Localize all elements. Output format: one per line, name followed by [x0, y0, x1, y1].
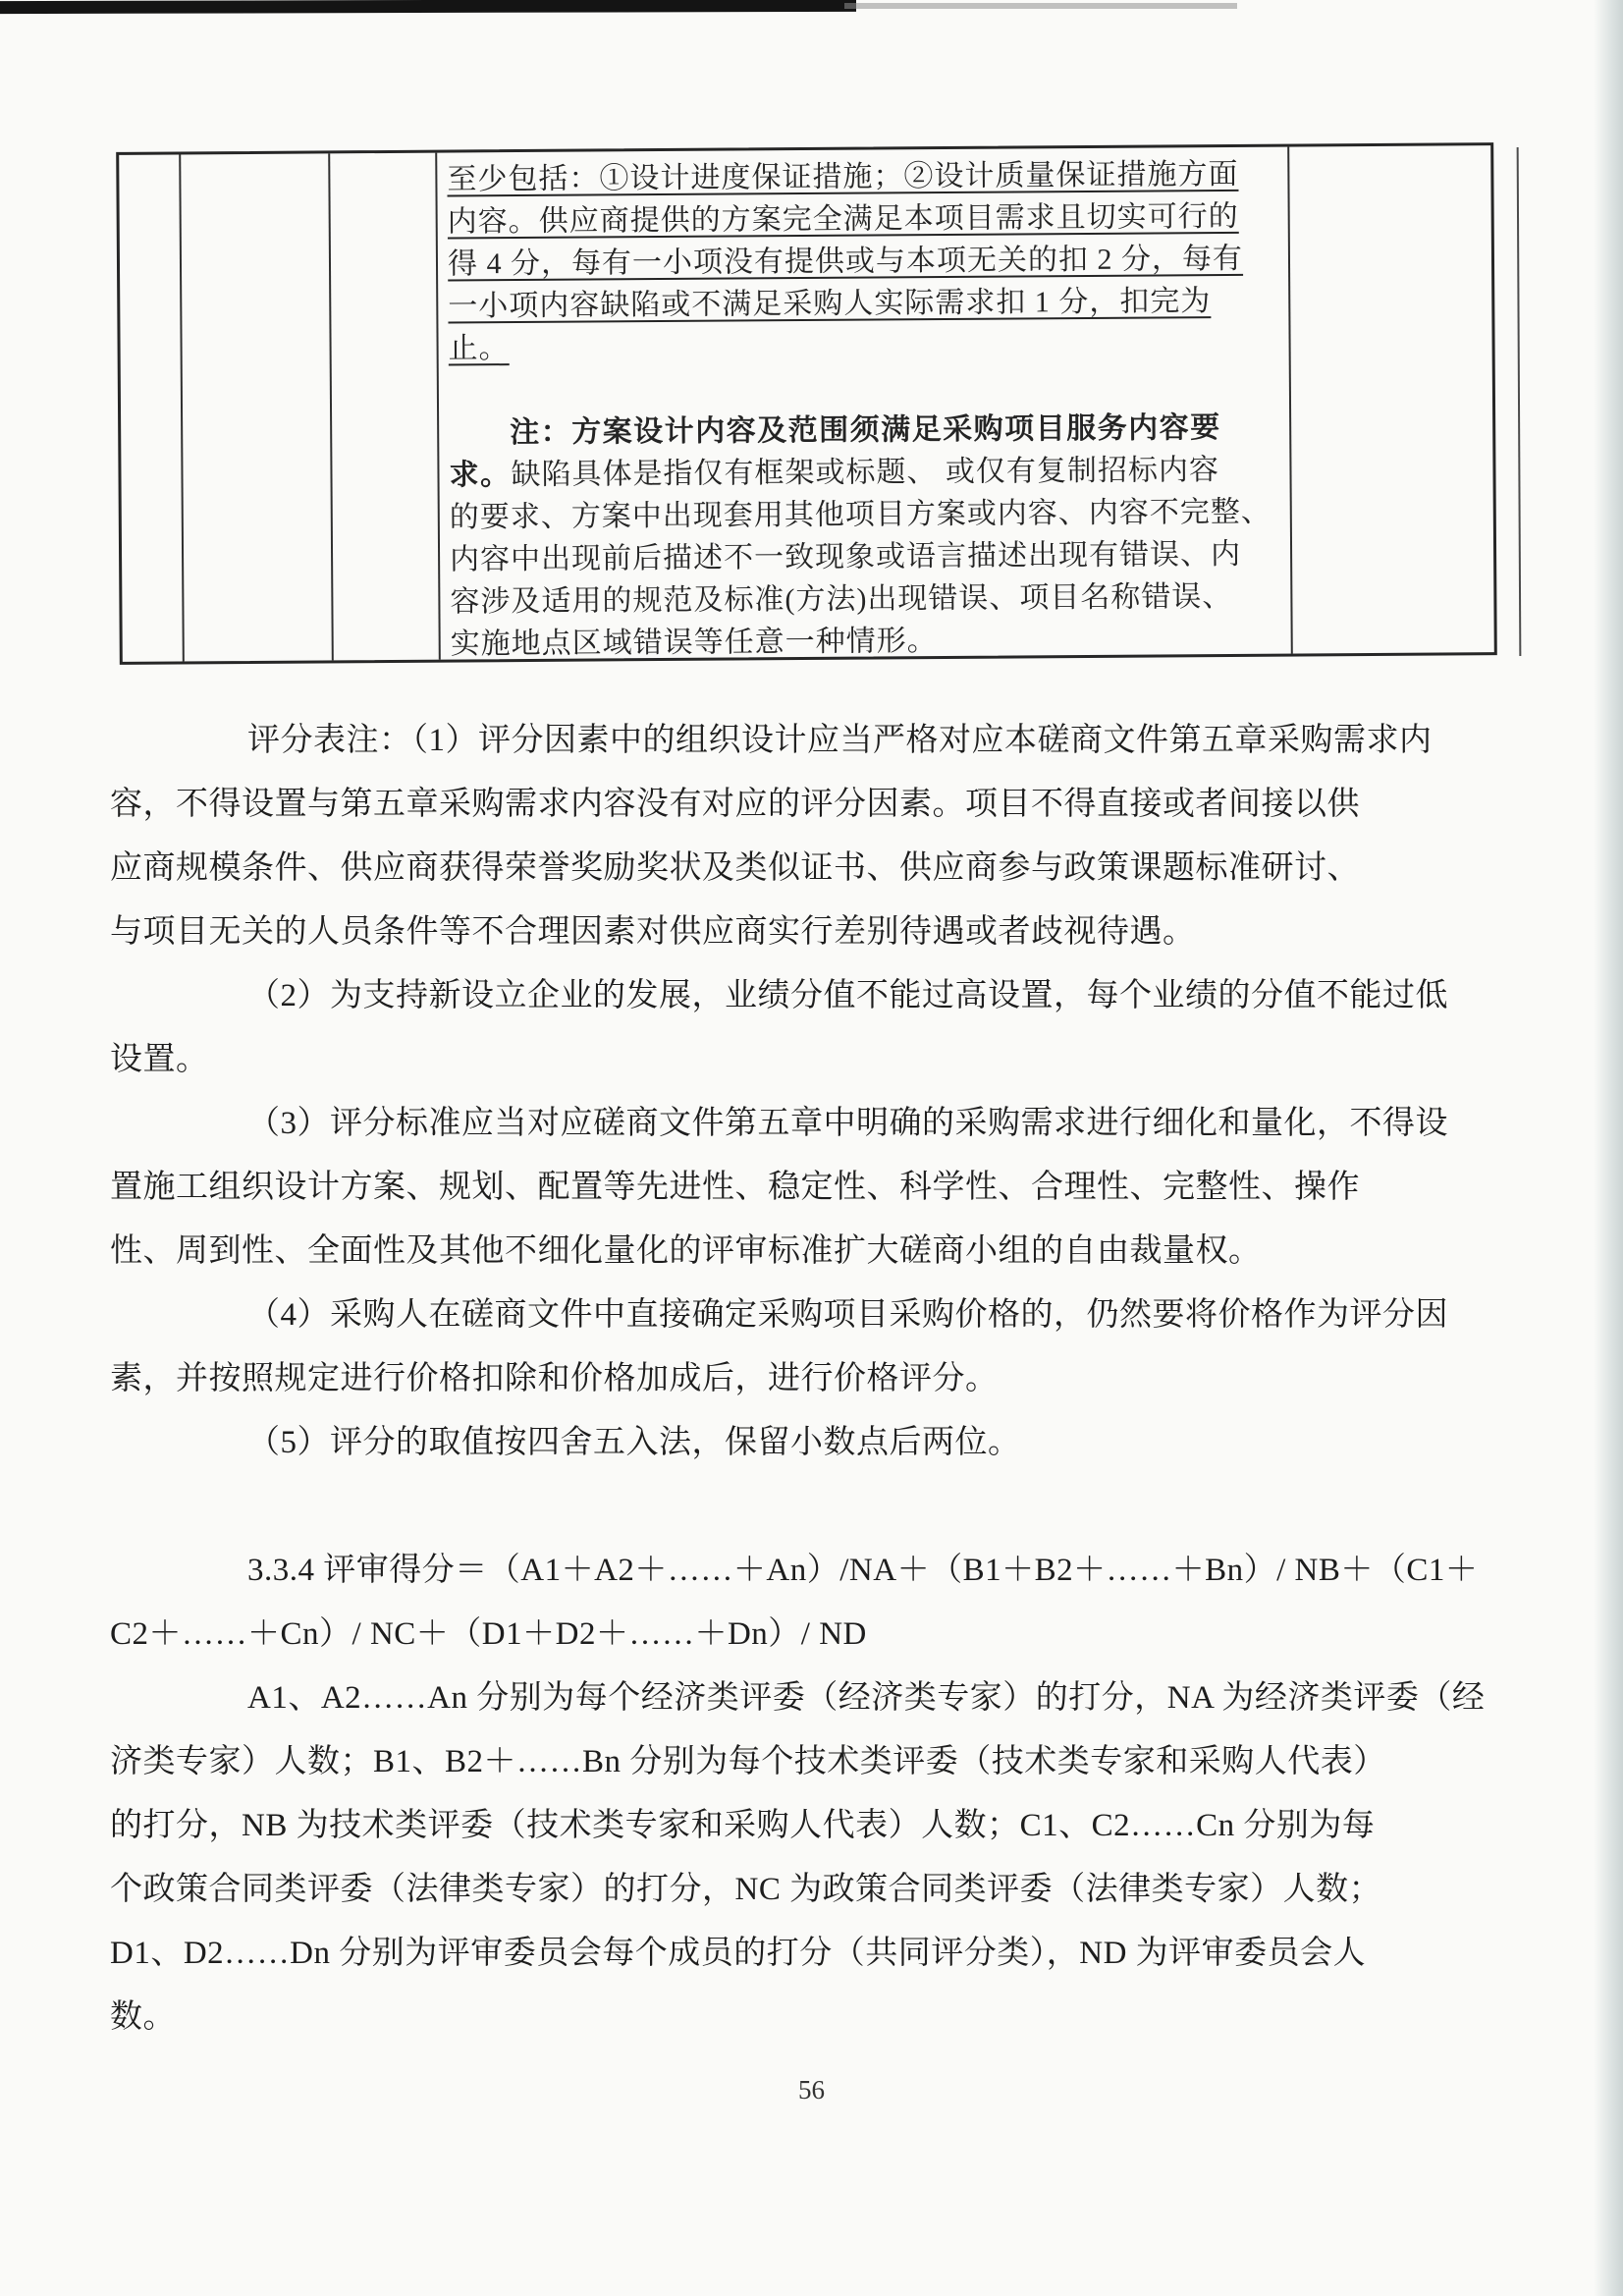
note-line: 容涉及适用的规范及标准(方法)出现错误、项目名称错误、: [450, 579, 1233, 619]
score-criteria-table: [116, 142, 1497, 665]
scan-smudge-bar: [0, 0, 856, 14]
notes-line: 应商规模条件、供应商获得荣誉奖励奖状及类似证书、供应商参与政策课题标准研讨、: [110, 850, 1360, 886]
page-number: 56: [798, 2075, 825, 2105]
explanation-line: 个政策合同类评委（法律类专家）的打分，NC 为政策合同类评委（法律类专家）人数；: [110, 1872, 1382, 1907]
explanation-line: 济类专家）人数；B1、B2＋……Bn 分别为每个技术类评委（技术类专家和采购人代表）: [110, 1744, 1386, 1779]
criteria-line: 内容。供应商提供的方案完全满足本项目需求且切实可行的: [447, 199, 1239, 239]
notes-line: 置施工组织设计方案、规划、配置等先进性、稳定性、科学性、合理性、完整性、操作: [110, 1170, 1360, 1205]
explanation-line: 的打分，NB 为技术类评委（技术类专家和采购人代表）人数；C1、C2……Cn 分别为每: [110, 1808, 1376, 1843]
note-line: [449, 449, 1285, 497]
notes-line: （3）评分标准应当对应磋商文件第五章中明确的采购需求进行细化和量化，不得设: [247, 1106, 1448, 1141]
blank-line: [449, 364, 1285, 412]
note-line: 的要求、方案中出现套用其他项目方案或内容、内容不完整、: [449, 495, 1271, 534]
scan-smudge-tail: [844, 3, 1237, 9]
notes-line: 容，不得设置与第五章采购需求内容没有对应的评分因素。项目不得直接或者间接以供: [110, 787, 1360, 822]
notes-line: 设置。: [110, 1042, 209, 1077]
explanation-line: D1、D2……Dn 分别为评审委员会每个成员的打分（共同评分类），ND 为评审委员会人: [110, 1936, 1367, 1971]
table-col-factor: [181, 153, 334, 661]
table-col-index: [119, 154, 185, 661]
formula-line: C2＋……＋Cn）/ NC＋（D1＋D2＋……＋Dn）/ ND: [110, 1616, 867, 1652]
formula-line: 3.3.4 评审得分＝（A1＋A2＋……＋An）/NA＋（B1＋B2＋……＋Bn）/ NB＋（C1＋: [247, 1553, 1479, 1588]
scan-edge-band: [1594, 0, 1623, 2296]
table-col-remark: [1289, 145, 1494, 653]
scan-fold-line: [1517, 147, 1522, 656]
note-heading-line: 注：方案设计内容及范围须满足采购项目服务内容要: [510, 411, 1221, 450]
blank-line: [110, 1475, 1499, 1539]
scoring-notes-section: [110, 709, 1499, 2050]
note-line: 实施地点区域错误等任意一种情形。: [450, 625, 938, 661]
notes-line: （5）评分的取值按四舍五入法，保留小数点后两位。: [247, 1425, 1021, 1460]
notes-line: （2）为支持新设立企业的发展，业绩分值不能过高设置，每个业绩的分值不能过低: [247, 978, 1448, 1013]
criteria-line: 一小项内容缺陷或不满足采购人实际需求扣 1 分，扣完为: [448, 285, 1212, 323]
explanation-line: A1、A2……An 分别为每个经济类评委（经济类专家）的打分，NA 为经济类评委（经: [247, 1680, 1486, 1716]
note-bold-prefix: 求。: [449, 459, 512, 492]
note-line: 内容中出现前后描述不一致现象或语言描述出现有错误、内: [449, 537, 1242, 576]
criteria-line: 得 4 分，每有一小项没有提供或与本项无关的扣 2 分，每有: [447, 242, 1244, 281]
notes-line: 性、周到性、全面性及其他不细化量化的评审标准扩大磋商小组的自由裁量权。: [110, 1233, 1262, 1269]
note-line-text: 缺陷具体是指仅有框架或标题、 或仅有复制招标内容: [511, 454, 1220, 492]
notes-line: 与项目无关的人员条件等不合理因素对供应商实行差别待遇或者歧视待遇。: [110, 914, 1196, 950]
notes-line: 素，并按照规定进行价格扣除和价格加成后，进行价格评分。: [110, 1361, 999, 1396]
explanation-line: 数。: [110, 1999, 176, 2035]
table-col-score: [330, 153, 441, 661]
table-cell-criteria: [437, 147, 1293, 660]
criteria-line: 至少包括：①设计进度保证措施；②设计质量保证措施方面: [447, 157, 1239, 196]
notes-line: （4）采购人在磋商文件中直接确定采购项目采购价格的，仍然要将价格作为评分因: [247, 1297, 1448, 1333]
notes-line: 评分表注：（1）评分因素中的组织设计应当严格对应本磋商文件第五章采购需求内: [247, 723, 1433, 758]
criteria-line: 止。: [448, 332, 510, 365]
